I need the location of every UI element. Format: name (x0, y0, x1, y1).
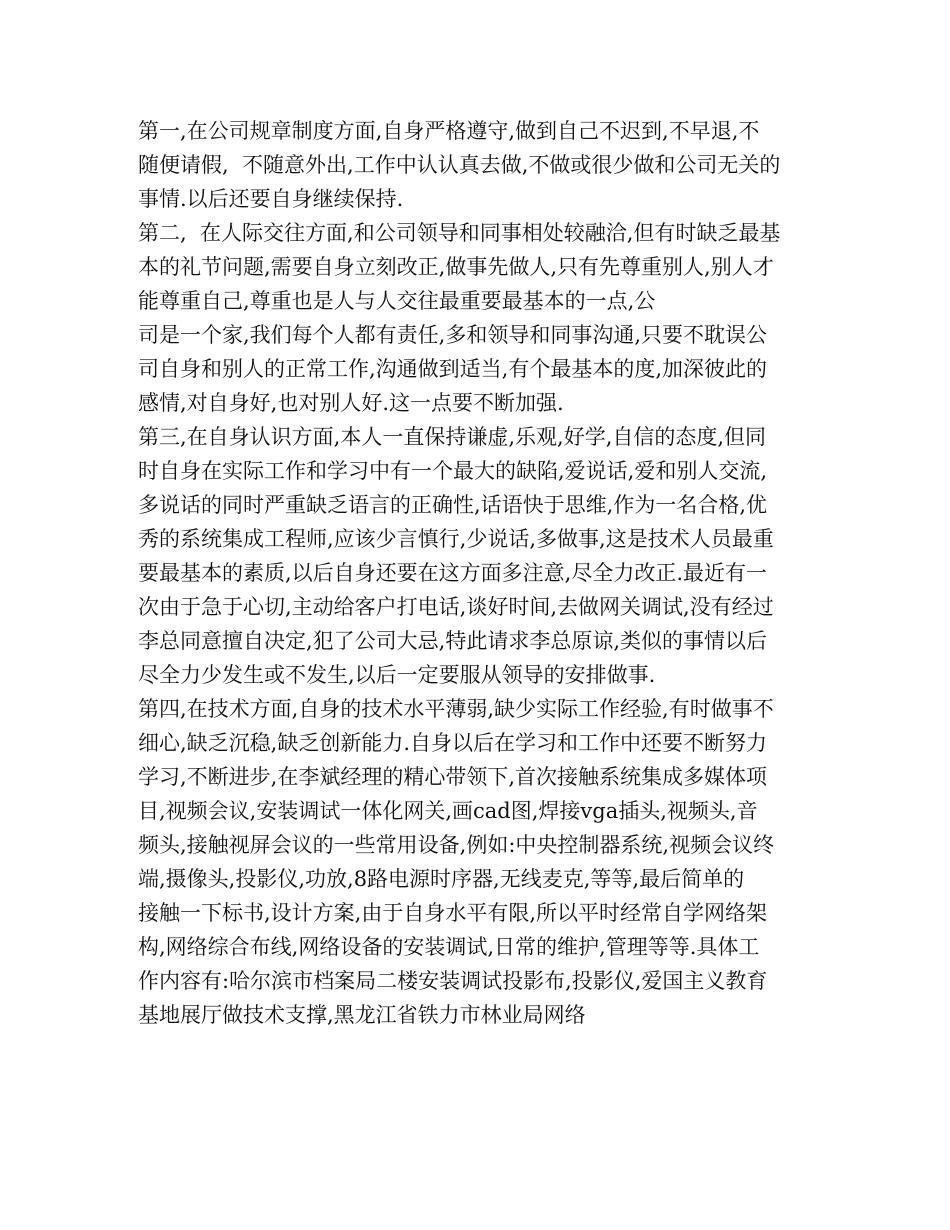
text-line: 随便请假, 不随意外出,工作中认认真去做,不做或很少做和公司无关的 (138, 153, 781, 177)
text-line: 事情.以后还要自身继续保持. (138, 187, 404, 211)
text-line: 细心,缺乏沉稳,缺乏创新能力.自身以后在学习和工作中还要不断努力 (138, 731, 768, 755)
text-line: 作内容有:哈尔滨市档案局二楼安装调试投影布,投影仪,爱国主义教育 (138, 969, 768, 993)
text-line: 司自身和别人的正常工作,沟通做到适当,有个最基本的度,加深彼此的 (138, 357, 768, 381)
text-line: 司是一个家,我们每个人都有责任,多和领导和同事沟通,只要不耽误公 (138, 323, 768, 347)
text-line: 时自身在实际工作和学习中有一个最大的缺陷,爱说话,爱和别人交流, (138, 459, 768, 483)
text-line: 学习,不断进步,在李斌经理的精心带领下,首次接触系统集成多媒体项 (138, 765, 768, 789)
text-line: 第一,在公司规章制度方面,自身严格遵守,做到自己不迟到,不早退,不 (138, 119, 760, 143)
text-line: 基地展厅做技术支撑,黑龙江省铁力市林业局网络 (138, 1003, 586, 1027)
text-line: 尽全力少发生或不发生,以后一定要服从领导的安排做事. (138, 663, 656, 687)
text-line: 第三,在自身认识方面,本人一直保持谦虚,乐观,好学,自信的态度,但同 (138, 425, 767, 449)
text-line: 本的礼节问题,需要自身立刻改正,做事先做人,只有先尊重别人,别人才 (138, 255, 774, 279)
text-line: 第二, 在人际交往方面,和公司领导和同事相处较融洽,但有时缺乏最基 (138, 221, 781, 245)
text-line: 能尊重自己,尊重也是人与人交往最重要最基本的一点,公 (138, 289, 656, 313)
text-line: 秀的系统集成工程师,应该少言慎行,少说话,多做事,这是技术人员最重 (138, 527, 774, 551)
text-line: 要最基本的素质,以后自身还要在这方面多注意,尽全力改正.最近有一 (138, 561, 768, 585)
text-line: 构,网络综合布线,网络设备的安装调试,日常的维护,管理等等.具体工 (138, 935, 760, 959)
text-line: 第四,在技术方面,自身的技术水平薄弱,缺少实际工作经验,有时做事不 (138, 697, 774, 721)
text-line: 接触一下标书,设计方案,由于自身水平有限,所以平时经常自学网络架 (138, 901, 768, 925)
text-line: 频头,接触视屏会议的一些常用设备,例如:中央控制器系统,视频会议终 (138, 833, 775, 857)
text-line: 次由于急于心切,主动给客户打电话,谈好时间,去做网关调试,没有经过 (138, 595, 774, 619)
text-line: 李总同意擅自决定,犯了公司大忌,特此请求李总原谅,类似的事情以后 (138, 629, 768, 653)
text-line: 感情,对自身好,也对别人好.这一点要不断加强. (138, 391, 564, 415)
document-body (138, 114, 818, 1032)
text-line: 多说话的同时严重缺乏语言的正确性,话语快于思维,作为一名合格,优 (138, 493, 768, 517)
text-line: 端,摄像头,投影仪,功放,8路电源时序器,无线麦克,等等,最后简单的 (138, 867, 745, 891)
text-line: 目,视频会议,安装调试一体化网关,画cad图,焊接vga插头,视频头,音 (138, 799, 758, 823)
